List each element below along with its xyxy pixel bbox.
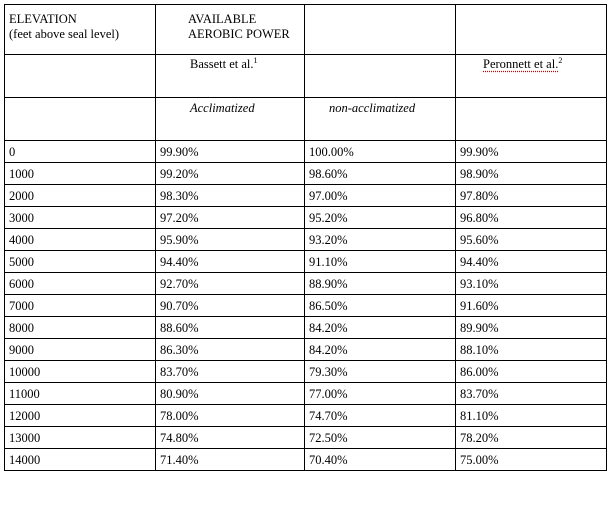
elevation-cell: 3000 — [5, 207, 156, 229]
table-row — [5, 163, 607, 185]
elevation-cell: 6000 — [5, 273, 156, 295]
header-row-1 — [5, 5, 607, 55]
bassett-non-acclimatized-cell: 93.20% — [305, 229, 456, 251]
table-row — [5, 405, 607, 427]
non-acclimatized-label: non-acclimatized — [329, 101, 416, 115]
bassett-non-acclimatized-cell: 88.90% — [305, 273, 456, 295]
bassett-non-acclimatized-cell: 77.00% — [305, 383, 456, 405]
bassett-non-acclimatized-cell: 100.00% — [305, 141, 456, 163]
elevation-cell: 10000 — [5, 361, 156, 383]
aerobic-header-line2: AEROBIC POWER — [188, 27, 290, 41]
bassett-non-acclimatized-cell: 91.10% — [305, 251, 456, 273]
table-row — [5, 317, 607, 339]
peronnett-header-cell — [456, 55, 607, 98]
bassett-acclimatized-cell: 83.70% — [156, 361, 305, 383]
bassett-acclimatized-cell: 98.30% — [156, 185, 305, 207]
elevation-cell: 4000 — [5, 229, 156, 251]
aerobic-power-header-cell — [156, 5, 305, 55]
elevation-header-cell — [5, 5, 156, 55]
peronnett-cell: 98.90% — [456, 163, 607, 185]
bassett-acclimatized-cell: 80.90% — [156, 383, 305, 405]
peronnett-cell: 88.10% — [456, 339, 607, 361]
bassett-header-cell — [156, 55, 305, 98]
elevation-cell: 0 — [5, 141, 156, 163]
bassett-acclimatized-cell: 74.80% — [156, 427, 305, 449]
bassett-acclimatized-cell: 94.40% — [156, 251, 305, 273]
bassett-acclimatized-cell: 95.90% — [156, 229, 305, 251]
footnote-marker: 1 — [253, 56, 258, 65]
table-row — [5, 207, 607, 229]
peronnett-cell: 86.00% — [456, 361, 607, 383]
table-row — [5, 383, 607, 405]
bassett-non-acclimatized-cell: 84.20% — [305, 339, 456, 361]
elevation-cell: 13000 — [5, 427, 156, 449]
bassett-acclimatized-cell: 99.90% — [156, 141, 305, 163]
elevation-aerobic-power-table — [4, 4, 607, 471]
peronnett-cell: 93.10% — [456, 273, 607, 295]
empty-header-cell — [456, 5, 607, 55]
bassett-source-label: Bassett et al. — [190, 57, 254, 71]
peronnett-cell: 78.20% — [456, 427, 607, 449]
aerobic-header-line1: AVAILABLE — [188, 12, 257, 26]
acclimatized-label: Acclimatized — [190, 101, 255, 115]
acclimatized-header-cell — [156, 98, 305, 141]
elevation-header: ELEVATION — [9, 12, 77, 26]
bassett-non-acclimatized-cell: 97.00% — [305, 185, 456, 207]
header-row-3 — [5, 98, 607, 141]
header-row-2 — [5, 55, 607, 98]
empty-header-cell — [305, 5, 456, 55]
table-row — [5, 449, 607, 471]
empty-header-cell — [456, 98, 607, 141]
peronnett-cell: 83.70% — [456, 383, 607, 405]
empty-header-cell — [5, 55, 156, 98]
peronnett-cell: 99.90% — [456, 141, 607, 163]
peronnett-cell: 81.10% — [456, 405, 607, 427]
elevation-cell: 5000 — [5, 251, 156, 273]
bassett-acclimatized-cell: 97.20% — [156, 207, 305, 229]
bassett-non-acclimatized-cell: 84.20% — [305, 317, 456, 339]
elevation-cell: 1000 — [5, 163, 156, 185]
table-row — [5, 339, 607, 361]
empty-header-cell — [305, 55, 456, 98]
table-row — [5, 141, 607, 163]
elevation-unit-header: (feet above seal level) — [9, 27, 120, 41]
bassett-acclimatized-cell: 92.70% — [156, 273, 305, 295]
peronnett-cell: 89.90% — [456, 317, 607, 339]
table-row — [5, 427, 607, 449]
elevation-cell: 2000 — [5, 185, 156, 207]
elevation-cell: 9000 — [5, 339, 156, 361]
table-row — [5, 185, 607, 207]
peronnett-cell: 94.40% — [456, 251, 607, 273]
elevation-cell: 14000 — [5, 449, 156, 471]
peronnett-cell: 95.60% — [456, 229, 607, 251]
footnote-marker: 2 — [558, 56, 563, 65]
bassett-non-acclimatized-cell: 74.70% — [305, 405, 456, 427]
bassett-acclimatized-cell: 86.30% — [156, 339, 305, 361]
bassett-acclimatized-cell: 88.60% — [156, 317, 305, 339]
bassett-non-acclimatized-cell: 70.40% — [305, 449, 456, 471]
table-row — [5, 295, 607, 317]
table-row — [5, 251, 607, 273]
table-row — [5, 361, 607, 383]
empty-header-cell — [5, 98, 156, 141]
bassett-non-acclimatized-cell: 79.30% — [305, 361, 456, 383]
bassett-acclimatized-cell: 99.20% — [156, 163, 305, 185]
elevation-cell: 8000 — [5, 317, 156, 339]
peronnett-cell: 75.00% — [456, 449, 607, 471]
bassett-acclimatized-cell: 78.00% — [156, 405, 305, 427]
bassett-non-acclimatized-cell: 98.60% — [305, 163, 456, 185]
peronnett-cell: 91.60% — [456, 295, 607, 317]
table-row — [5, 229, 607, 251]
bassett-acclimatized-cell: 90.70% — [156, 295, 305, 317]
peronnett-cell: 96.80% — [456, 207, 607, 229]
bassett-acclimatized-cell: 71.40% — [156, 449, 305, 471]
bassett-non-acclimatized-cell: 86.50% — [305, 295, 456, 317]
peronnett-cell: 97.80% — [456, 185, 607, 207]
elevation-cell: 12000 — [5, 405, 156, 427]
bassett-non-acclimatized-cell: 95.20% — [305, 207, 456, 229]
table-row — [5, 273, 607, 295]
non-acclimatized-header-cell — [305, 98, 456, 141]
elevation-cell: 11000 — [5, 383, 156, 405]
peronnett-source-label: Peronnett et al. — [483, 57, 559, 71]
elevation-cell: 7000 — [5, 295, 156, 317]
bassett-non-acclimatized-cell: 72.50% — [305, 427, 456, 449]
